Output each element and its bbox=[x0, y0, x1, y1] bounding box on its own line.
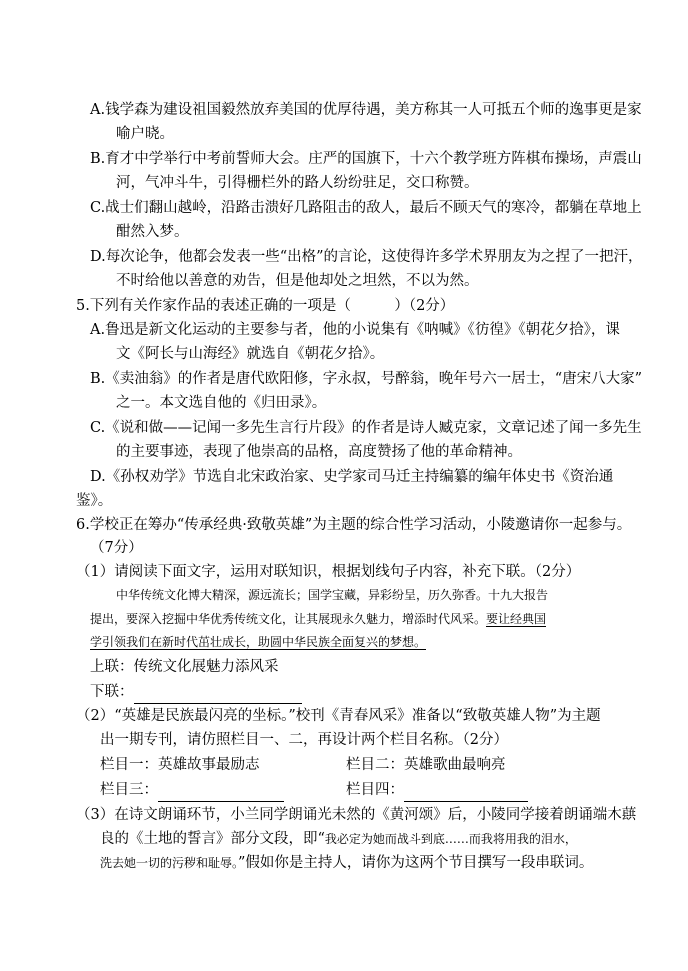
q6-part3-text-end: ”假如你是主持人，请你为这两个节目撰写一段串联词。 bbox=[238, 855, 594, 871]
q4-option-d-line1: D.每次论争，他都会发表一些“出格”的言论，这使得许多学术界朋友为之捏了一把汗， bbox=[90, 249, 643, 265]
q6-part1-passage-line3 bbox=[90, 630, 426, 654]
column-two: 栏目二：英雄歌曲最响亮 bbox=[346, 757, 506, 773]
q6-part1-passage-line2 bbox=[90, 607, 546, 631]
q4-option-b-line1: B.育才中学举行中考前誓师大会。庄严的国旗下，十六个教学班方阵棋布操场，声震山 bbox=[90, 151, 642, 167]
q4-option-b-line2: 河，气冲斗牛，引得栅栏外的路人纷纷驻足，交口称赞。 bbox=[116, 175, 479, 191]
q5-option-a-line1: A.鲁迅是新文化运动的主要参与者，他的小说集有《呐喊》《彷徨》《朝花夕拾》，课 bbox=[90, 322, 620, 338]
q5-option-c-line1: C.《说和做——记闻一多先生言行片段》的作者是诗人臧克家，文章记述了闻一多先生 bbox=[90, 420, 642, 436]
column-four-blank[interactable] bbox=[404, 787, 528, 802]
column-three bbox=[100, 778, 284, 802]
q6-part3-text: 良的《土地的誓言》部分文段，即“ bbox=[100, 831, 325, 847]
column-four-label: 栏目四： bbox=[346, 782, 404, 798]
underlined-sentence-start: 要让经典国 bbox=[486, 612, 547, 626]
q5-option-d-line1: D.《孙权劝学》节选自北宋政治家、史学家司马迁主持编纂的编年体史书《资治通 bbox=[90, 469, 614, 485]
q6-part2-stem-line1: （2）“英雄是民族最闪亮的坐标。”校刊《青春风采》准备以“致敬英雄人物”为主题 bbox=[76, 708, 601, 724]
quote-text-end: 洗去她一切的污秽和耻辱。 bbox=[100, 856, 239, 870]
couplet-lower-blank[interactable] bbox=[134, 689, 302, 704]
column-three-label: 栏目三： bbox=[100, 782, 158, 798]
column-three-blank[interactable] bbox=[158, 787, 284, 802]
quote-text: 我必定为她而战斗到底……而我将用我的泪水， bbox=[324, 832, 577, 846]
q4-option-c-line2: 酣然入梦。 bbox=[116, 224, 189, 240]
q6-part1-stem: （1）请阅读下面文字，运用对联知识，根据划线句子内容，补充下联。（2分） bbox=[76, 564, 581, 580]
column-four bbox=[346, 778, 528, 802]
q6-stem-line1: 6.学校正在筹办“传承经典·致敬英雄”为主题的综合性学习活动，小陵邀请你一起参与。 bbox=[76, 517, 632, 533]
q6-part3-line1: （3）在诗文朗诵环节，小兰同学朗诵光未然的《黄河颂》后，小陵同学接着朗诵端木蕻 bbox=[76, 807, 637, 823]
q5-stem: 5.下列有关作家作品的表述正确的一项是（ ）（2分） bbox=[76, 298, 455, 314]
q5-option-b-line1: B.《卖油翁》的作者是唐代欧阳修，字永叔，号醉翁，晚年号六一居士，“唐宋八大家” bbox=[90, 371, 643, 387]
passage-text: 提出，要深入挖掘中华优秀传统文化，让其展现永久魅力，增添时代风采。 bbox=[90, 612, 487, 626]
q5-option-a-line2: 文《阿长与山海经》就选自《朝花夕拾》。 bbox=[116, 346, 385, 362]
couplet-upper: 上联：传统文化展魅力添风采 bbox=[90, 659, 279, 675]
q6-stem-line2: （7分） bbox=[90, 540, 143, 556]
q5-option-d-line2: 鉴》。 bbox=[76, 493, 113, 509]
underlined-sentence-end: 学引领我们在新时代茁壮成长，助圆中华民族全面复兴的梦想。 bbox=[90, 635, 427, 649]
q6-part3-line3 bbox=[100, 851, 593, 875]
q4-option-d-line2: 不时给他以善意的劝告，但是他却处之坦然，不以为然。 bbox=[116, 273, 479, 289]
q6-part1-passage-line1: 中华传统文化博大精深，源远流长；国学宝藏，异彩纷呈，历久弥香。十九大报告 bbox=[116, 588, 549, 602]
q5-option-b-line2: 之一。本文选自他的《归田录》。 bbox=[116, 395, 327, 411]
q4-option-a-line2: 喻户晓。 bbox=[116, 126, 174, 142]
q4-option-c-line1: C.战士们翻山越岭，沿路击溃好几路阻击的敌人，最后不顾天气的寒冷，都躺在草地上 bbox=[90, 200, 642, 216]
q6-part3-line2 bbox=[100, 827, 577, 851]
couplet-lower bbox=[90, 680, 302, 704]
q4-option-a-line1: A.钱学森为建设祖国毅然放弃美国的优厚待遇，美方称其一人可抵五个师的逸事更是家 bbox=[90, 102, 642, 118]
couplet-lower-label: 下联： bbox=[90, 684, 134, 700]
column-one: 栏目一：英雄故事最励志 bbox=[100, 757, 260, 773]
q5-option-c-line2: 的主要事迹，表现了他崇高的品格，高度赞扬了他的革命精神。 bbox=[116, 444, 522, 460]
q6-part2-stem-line2: 出一期专刊，请仿照栏目一、二，再设计两个栏目名称。（2分） bbox=[100, 732, 508, 748]
